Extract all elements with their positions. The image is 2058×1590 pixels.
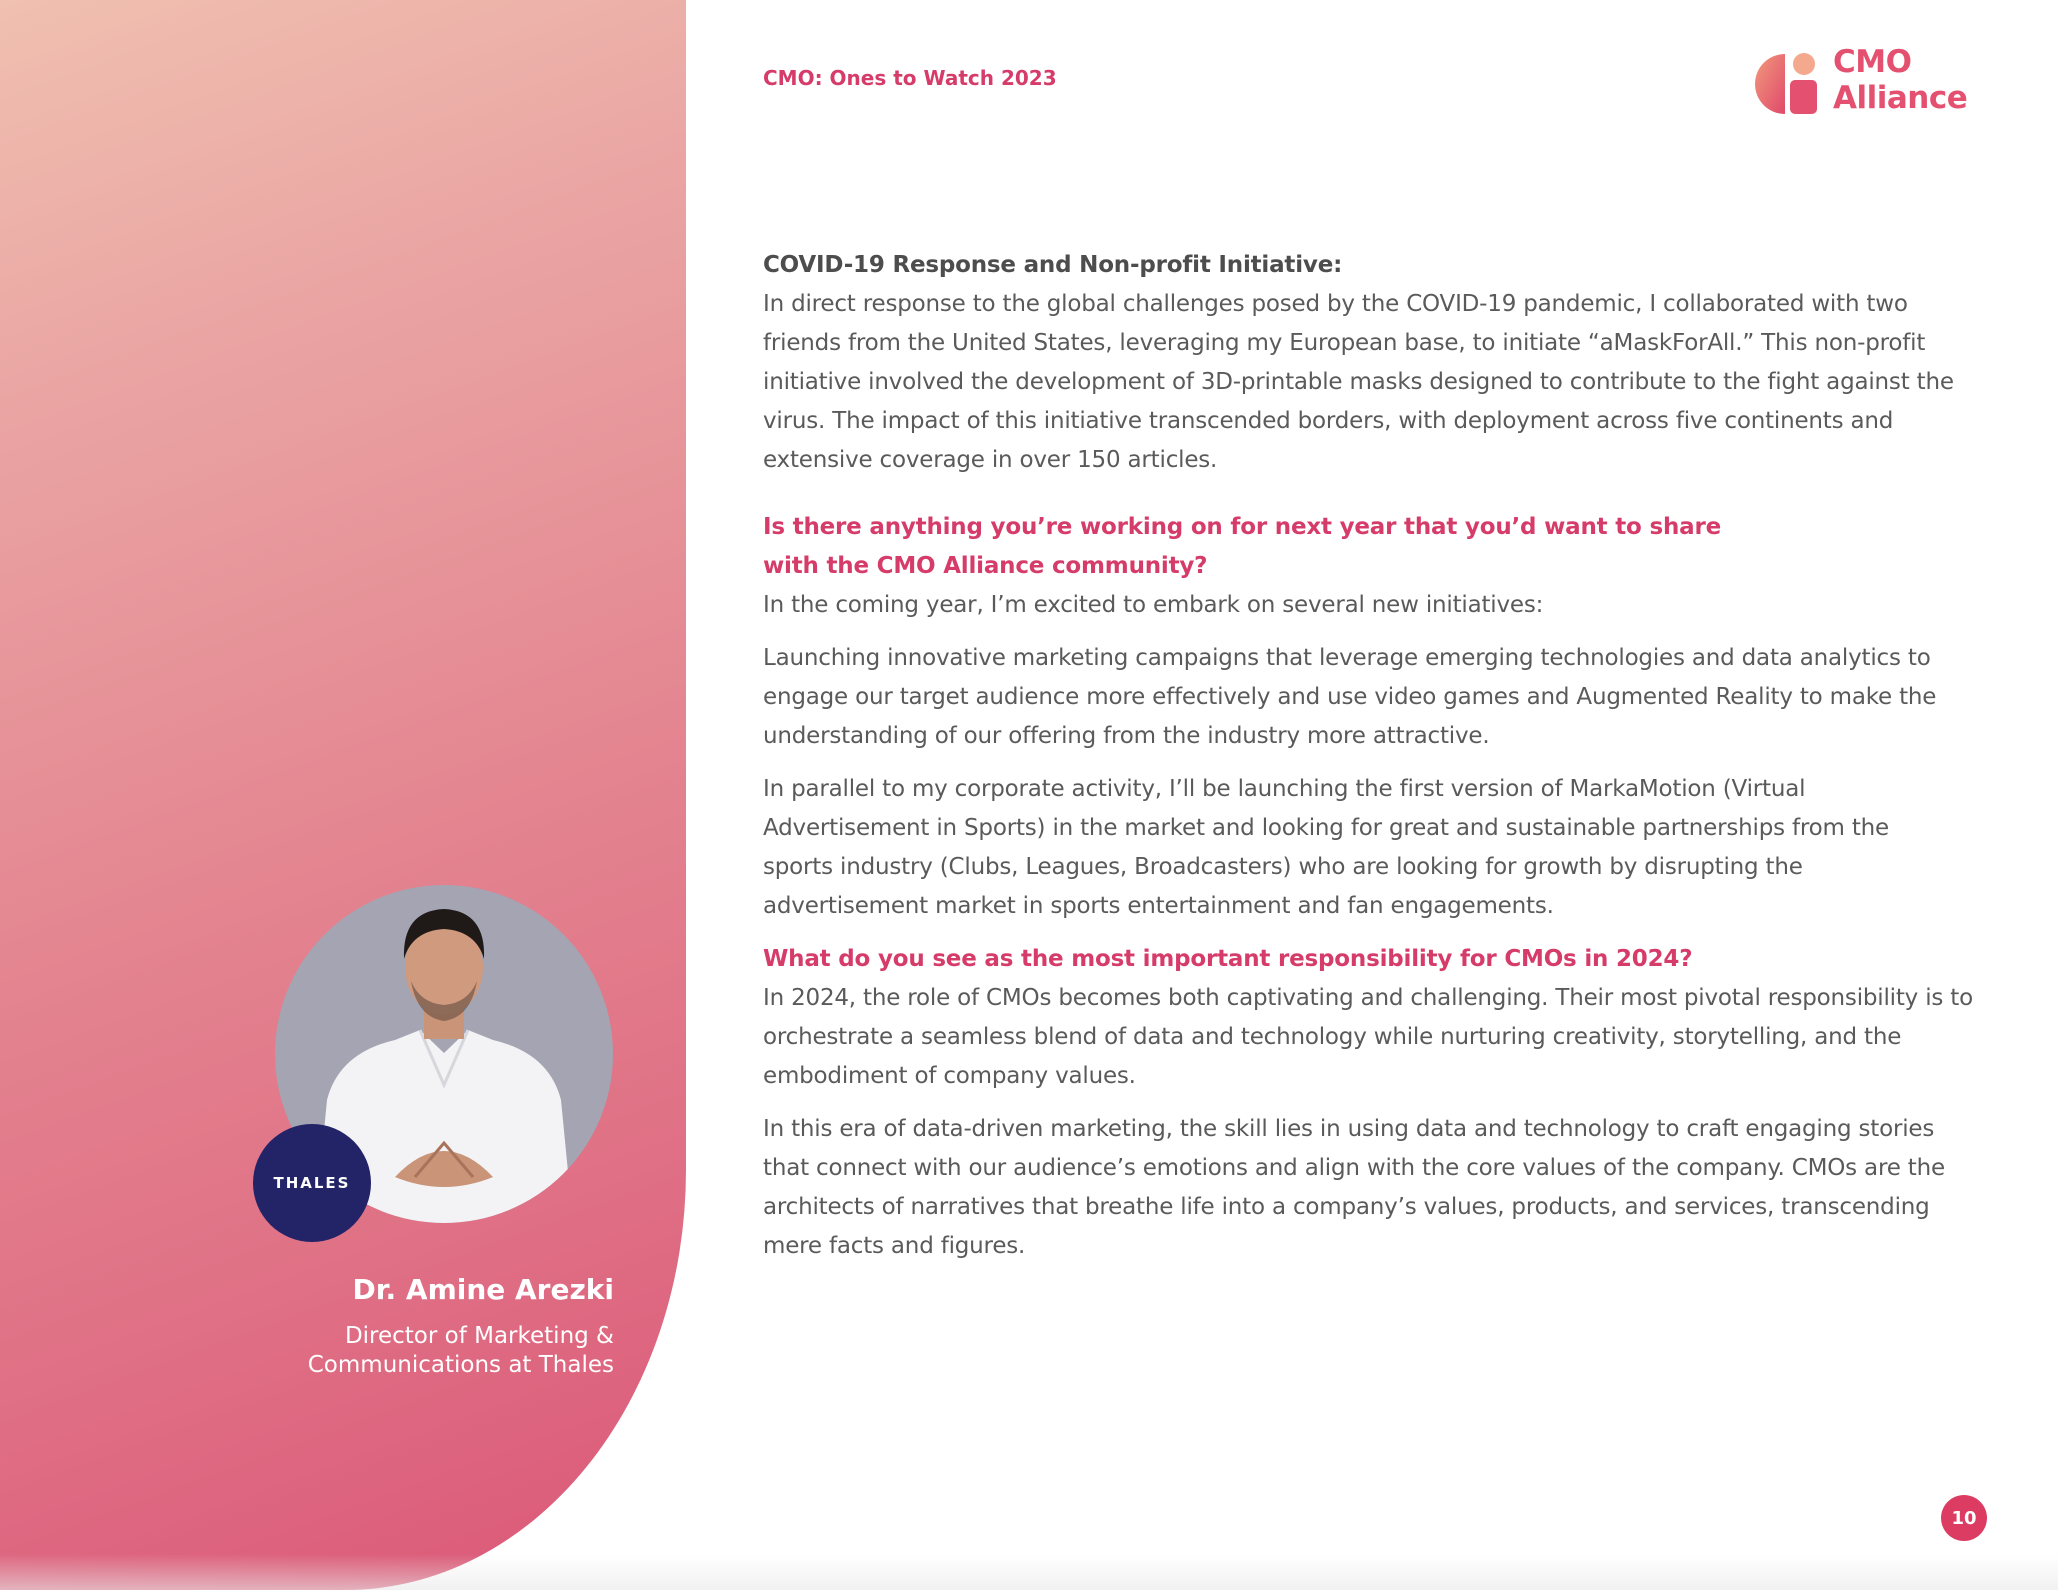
covid-section-paragraph: In direct response to the global challenges posed by the COVID-19 pandemic, I collaborated with two friends from the United States, leveraging my European base, to initiate “aMaskForAll.” This non-profit initiative involved the development of 3D-printable masks designed to contribute to the fight against the virus. The impact of this initiative transcended borders, with deployment across five continents and extensive coverage in over 150 articles. bbox=[763, 291, 1954, 473]
page-number-badge: 10 bbox=[1941, 1495, 1987, 1541]
answer-next-year-paragraph-2: In parallel to my corporate activity, I’ll be launching the first version of MarkaMotion (Virtual Advertisement in Sports) in the market and looking for great and sustainable partnerships from the sports industry (Clubs, Leagues, Broadcasters) who are looking for growth by disrupting the advertisement market in sports entertainment and fan engagements. bbox=[763, 776, 1890, 919]
answer-responsibility-paragraph-2: In this era of data-driven marketing, the skill lies in using data and technology to craft engaging stories that connect with our audience’s emotions and align with the core values of the company. CMOs are the architects of narratives that breathe life into a company’s values, products, and services, transcending mere facts and figures. bbox=[763, 1116, 1945, 1259]
cmo-alliance-logo-text bbox=[1833, 44, 1967, 116]
profile-name: Dr. Amine Arezki bbox=[352, 1273, 614, 1306]
article-body bbox=[763, 246, 1973, 1280]
logo-line-1: CMO bbox=[1833, 44, 1912, 80]
answer-next-year-intro: In the coming year, I’m excited to embark on several new initiatives: bbox=[763, 592, 1544, 618]
covid-section-heading: COVID-19 Response and Non-profit Initiative: bbox=[763, 252, 1343, 278]
question-cmo-responsibility: What do you see as the most important responsibility for CMOs in 2024? bbox=[763, 946, 1693, 972]
cmo-alliance-logo bbox=[1755, 44, 1975, 124]
question-next-year: Is there anything you’re working on for next year that you’d want to share with the CMO Alliance community? bbox=[763, 514, 1721, 579]
cmo-alliance-logo-icon bbox=[1755, 50, 1821, 116]
profile-job-title: Director of Marketing & Communications at Thales bbox=[307, 1323, 614, 1378]
company-logo-badge: THALES bbox=[253, 1124, 371, 1242]
document-header-title: CMO: Ones to Watch 2023 bbox=[763, 66, 1057, 90]
page-bottom-fade bbox=[0, 1554, 2058, 1590]
answer-next-year-paragraph-1: Launching innovative marketing campaigns that leverage emerging technologies and data analytics to engage our target audience more effectively and use video games and Augmented Reality to make the understanding of our offering from the industry more attractive. bbox=[763, 645, 1937, 749]
answer-responsibility-paragraph-1: In 2024, the role of CMOs becomes both captivating and challenging. Their most pivotal responsibility is to orchestrate a seamless blend of data and technology while nurturing creativity, storytelling, and the embodiment of company values. bbox=[763, 985, 1973, 1089]
logo-line-2: Alliance bbox=[1833, 80, 1968, 116]
